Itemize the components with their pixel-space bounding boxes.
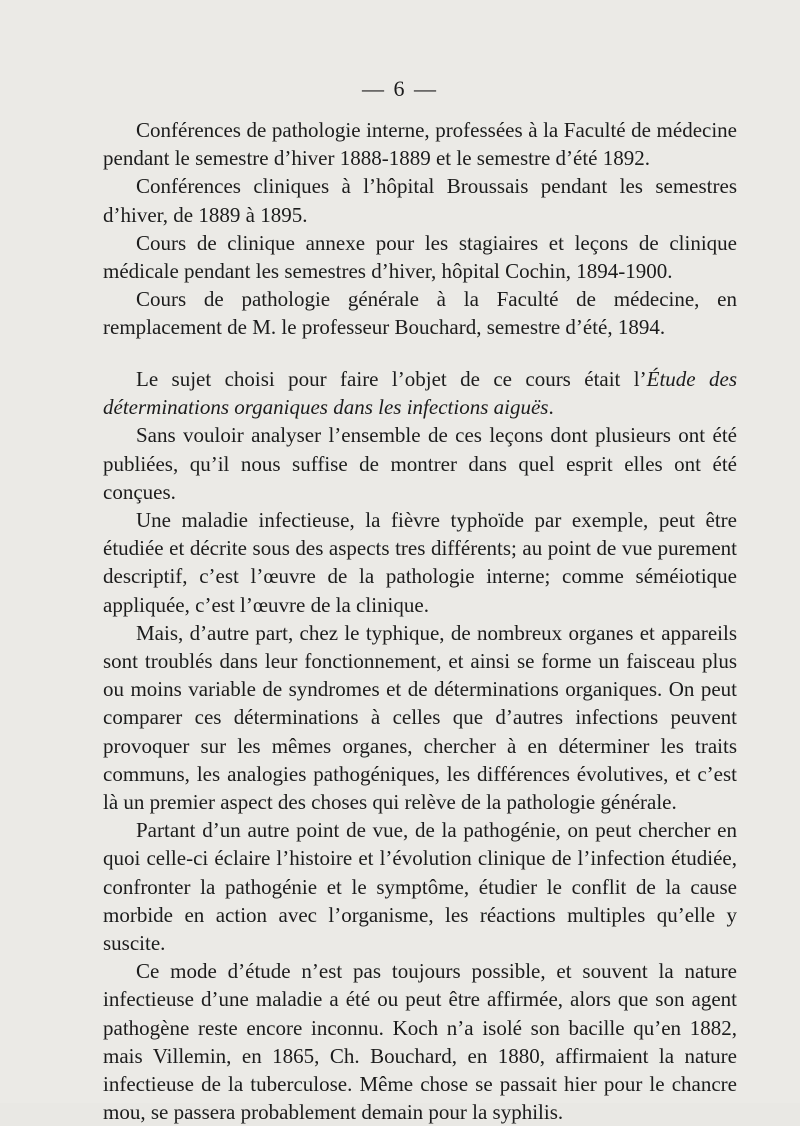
body-paragraph: Ce mode d’étude n’est pas toujours possible, et souvent la nature infectieuse d’une maladie a été ou peut être affirmée, alors que son agent pathogène reste encore inconnu. Koch n’a isolé son bacille qu’en 1882, mais Villemin, en 1865, Ch. Bouchard, en 1880, affirmaient la nature infectieuse de la tuberculose. Même chose se passait hier pour le chancre mou, se passera probablement demain pour la syphilis.: [103, 959, 737, 1125]
body-paragraph: Mais, d’autre part, chez le typhique, de nombreux organes et appareils sont troublés dans leur fonctionnement, et ainsi se forme un faisceau plus ou moins variable de syndromes et de déterminations organiques. On peut comparer ces déterminations à celles que d’autres infections peuvent provoquer sur les mêmes organes, chercher à en déterminer les traits communs, les analogies pathogéniques, les différences évolutives, et c’est là un premier aspect des choses qui relève de la pathologie générale.: [103, 620, 737, 815]
subject-title: Étude des déterminations organiques dans les infections aiguës: [103, 367, 737, 420]
body-paragraph: Partant d’un autre point de vue, de la pathogénie, on peut chercher en quoi celle-ci éclaire l’histoire et l’évolution clinique de l’infection étudiée, confronter la pathogénie et le symptôme, étudier le conflit de la cause morbide en action avec l’organisme, les réactions multiples qu’elle y suscite.: [103, 818, 737, 956]
course-item: Cours de pathologie générale à la Faculté de médecine, en remplacement de M. le professeur Bouchard, semestre d’été, 1894.: [103, 287, 737, 340]
page-number: — 6 —: [362, 76, 438, 101]
course-item: Cours de clinique annexe pour les stagiaires et leçons de clinique médicale pendant les semestres d’hiver, hôpital Cochin, 1894-1900.: [103, 230, 737, 284]
subject-lead: Le sujet choisi pour faire l’objet de ce cours était l’: [136, 367, 647, 391]
course-item: Conférences cliniques à l’hôpital Broussais pendant les semestres d’hiver, de 1889 à 1895.: [103, 174, 737, 227]
body-paragraph: Sans vouloir analyser l’ensemble de ces leçons dont plusieurs ont été publiées, qu’il nous suffise de montrer dans quel esprit elles ont été conçues.: [103, 423, 737, 504]
subject-paragraph: [103, 365, 737, 421]
subject-end: .: [548, 395, 554, 420]
course-description: [103, 365, 737, 1126]
body-paragraph: Une maladie infectieuse, la fièvre typhoïde par exemple, peut être étudiée et décrite sous des aspects tres différents; au point de vue purement descriptif, c’est l’œuvre de la pathologie interne; comme séméiotique appliquée, c’est l’œuvre de la clinique.: [103, 508, 737, 617]
course-item: Conférences de pathologie interne, professées à la Faculté de médecine pendant le semestre d’hiver 1888-1889 et le semestre d’été 1892.: [103, 118, 737, 171]
courses-list: [103, 116, 737, 342]
